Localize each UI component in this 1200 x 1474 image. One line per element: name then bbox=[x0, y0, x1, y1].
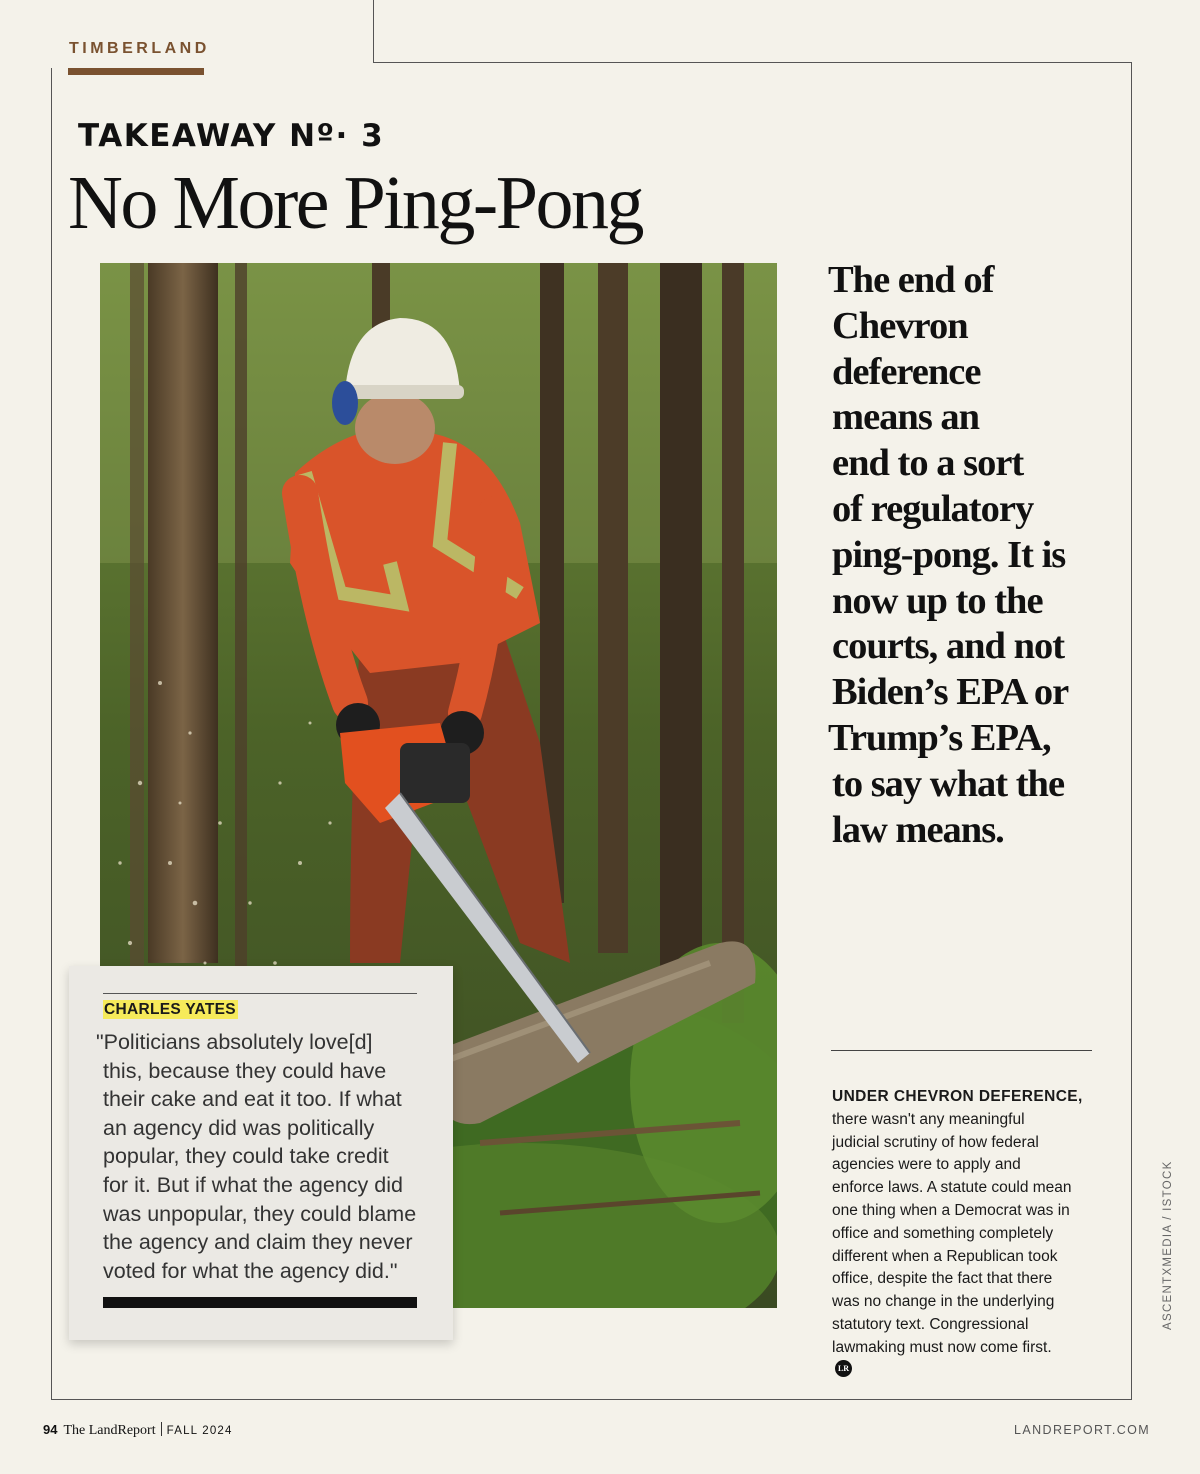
folio-divider bbox=[161, 1422, 162, 1436]
photo-credit: ASCENTXMEDIA / ISTOCK bbox=[1162, 1160, 1174, 1330]
section-underline bbox=[68, 68, 204, 75]
quote-line: their cake and eat it too. If what bbox=[103, 1087, 402, 1112]
pull-quote-line: courts, and not bbox=[832, 625, 1065, 668]
body-line: one thing when a Democrat was in bbox=[832, 1201, 1070, 1219]
folio bbox=[43, 1422, 233, 1439]
pull-quote-line: means an bbox=[832, 396, 980, 439]
body-lead-in: UNDER CHEVRON DEFERENCE, bbox=[832, 1088, 1083, 1105]
pull-quote-line: Biden’s EPA or bbox=[832, 671, 1069, 714]
body-line: lawmaking must now come first. bbox=[832, 1338, 1052, 1356]
pull-quote-line: deference bbox=[832, 350, 981, 393]
quote-bottom-bar bbox=[103, 1297, 417, 1308]
frame-line bbox=[1131, 62, 1132, 1400]
quote-line: was unpopular, they could blame bbox=[103, 1201, 417, 1226]
quote-line: voted for what the agency did." bbox=[103, 1258, 398, 1283]
body-line: different when a Republican took bbox=[832, 1247, 1058, 1265]
frame-line bbox=[373, 62, 1132, 63]
end-mark-icon: LR bbox=[835, 1360, 852, 1377]
pull-quote-line: ping-pong. It is bbox=[832, 533, 1066, 576]
frame-line bbox=[51, 68, 52, 1400]
takeaway-kicker: TAKEAWAY Nº· 3 bbox=[78, 118, 385, 154]
body-text bbox=[832, 1086, 1112, 1377]
pull-quote-line: of regulatory bbox=[832, 487, 1034, 530]
issue-date: FALL 2024 bbox=[166, 1425, 233, 1437]
pull-quote-line: The end of bbox=[828, 259, 994, 301]
body-line: agencies were to apply and bbox=[832, 1156, 1021, 1174]
quote-line: the agency and claim they never bbox=[103, 1230, 413, 1255]
pull-quote-line: Trump’s EPA, bbox=[828, 716, 1051, 759]
quote-line: an agency did was politically bbox=[103, 1115, 375, 1140]
pull-quote-line: law means. bbox=[832, 808, 1004, 851]
body-line: was no change in the underlying bbox=[832, 1293, 1055, 1311]
pull-quote-line: now up to the bbox=[832, 579, 1043, 622]
quote-line: this, because they could have bbox=[103, 1058, 387, 1083]
body-line: enforce laws. A statute could mean bbox=[832, 1179, 1072, 1197]
quote-line: popular, they could take credit bbox=[103, 1144, 389, 1169]
body-rule bbox=[831, 1050, 1092, 1051]
pull-quote-line: end to a sort bbox=[832, 442, 1024, 485]
quote-line: "Politicians absolutely love[d] bbox=[96, 1030, 373, 1054]
body-line: office, despite the fact that there bbox=[832, 1270, 1053, 1288]
body-line: office and something completely bbox=[832, 1224, 1054, 1242]
website-url: LANDREPORT.COM bbox=[1014, 1423, 1151, 1437]
quote-line: for it. But if what the agency did bbox=[103, 1172, 403, 1197]
body-line: judicial scrutiny of how federal bbox=[832, 1133, 1039, 1151]
page-number: 94 bbox=[43, 1422, 58, 1437]
page-title: No More Ping-Pong bbox=[68, 161, 642, 245]
pull-quote-line: Chevron bbox=[832, 304, 968, 347]
quote-attribution: CHARLES YATES bbox=[104, 1001, 236, 1018]
frame-line bbox=[373, 0, 374, 62]
body-line: statutory text. Congressional bbox=[832, 1315, 1029, 1333]
body-line-last bbox=[832, 1337, 1112, 1377]
pull-quote bbox=[828, 258, 1118, 853]
quote-top-rule bbox=[103, 993, 417, 994]
sidebar-quote-text bbox=[96, 1028, 436, 1285]
section-label: TIMBERLAND bbox=[69, 40, 210, 57]
pull-quote-line: to say what the bbox=[832, 762, 1065, 805]
frame-line bbox=[51, 1399, 1132, 1400]
magazine-name: The LandReport bbox=[63, 1423, 156, 1438]
body-line: there wasn't any meaningful bbox=[832, 1110, 1025, 1128]
